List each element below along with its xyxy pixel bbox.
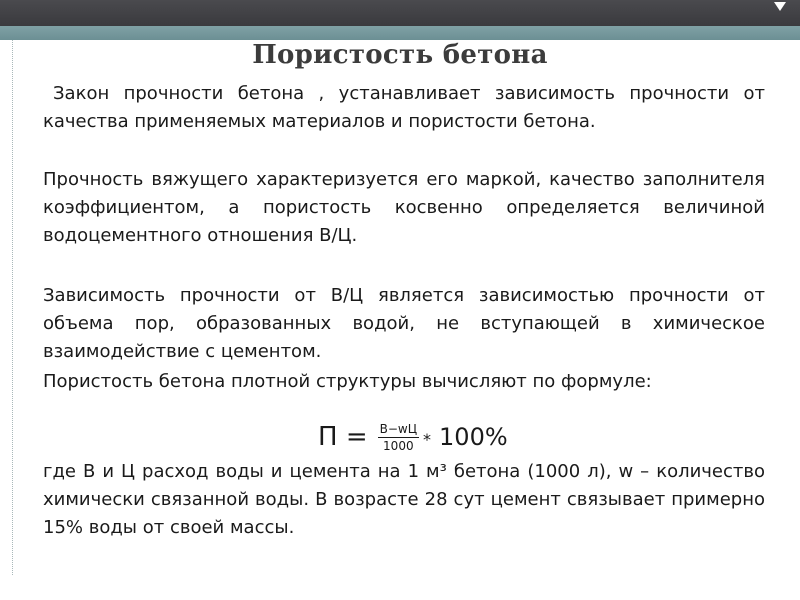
- formula-denominator: 1000: [383, 438, 414, 453]
- paragraph-porosity-intro: Пористость бетона плотной структуры вычисляют по формуле:: [43, 371, 652, 392]
- paragraph-law: Закон прочности бетона , устанавливает зависимость прочности от качества применяемых материалов и пористости бетона.: [43, 83, 765, 132]
- porosity-formula: [318, 412, 508, 462]
- paragraph-dependence: Зависимость прочности от В/Ц является зависимостью прочности от объема пор, образованных водой, не вступающей в химическое взаимодействие с цементом.: [43, 285, 765, 362]
- formula-operator: *: [423, 429, 432, 449]
- formula-rhs: 100%: [439, 423, 508, 451]
- formula-lhs: П =: [318, 422, 368, 452]
- formula-numerator: В−wЦ: [379, 421, 418, 436]
- slide-title: Пористость бетона: [252, 40, 548, 70]
- formula-fraction: [378, 422, 419, 453]
- accent-stripe: [0, 26, 800, 40]
- top-bar: [0, 0, 800, 26]
- paragraph-binder: Прочность вяжущего характеризуется его маркой, качество заполнителя коэффициентом, а пористость косвенно определяется величиной водоцементного отношения В/Ц.: [43, 169, 765, 246]
- paragraph-explanation: где В и Ц расход воды и цемента на 1 м³ бетона (1000 л), w – количество химически связанной воды. В возрасте 28 сут цемент связывает примерно 15% воды от своей массы.: [43, 461, 765, 538]
- left-guide-line: [12, 40, 13, 575]
- down-triangle-icon: [774, 2, 786, 11]
